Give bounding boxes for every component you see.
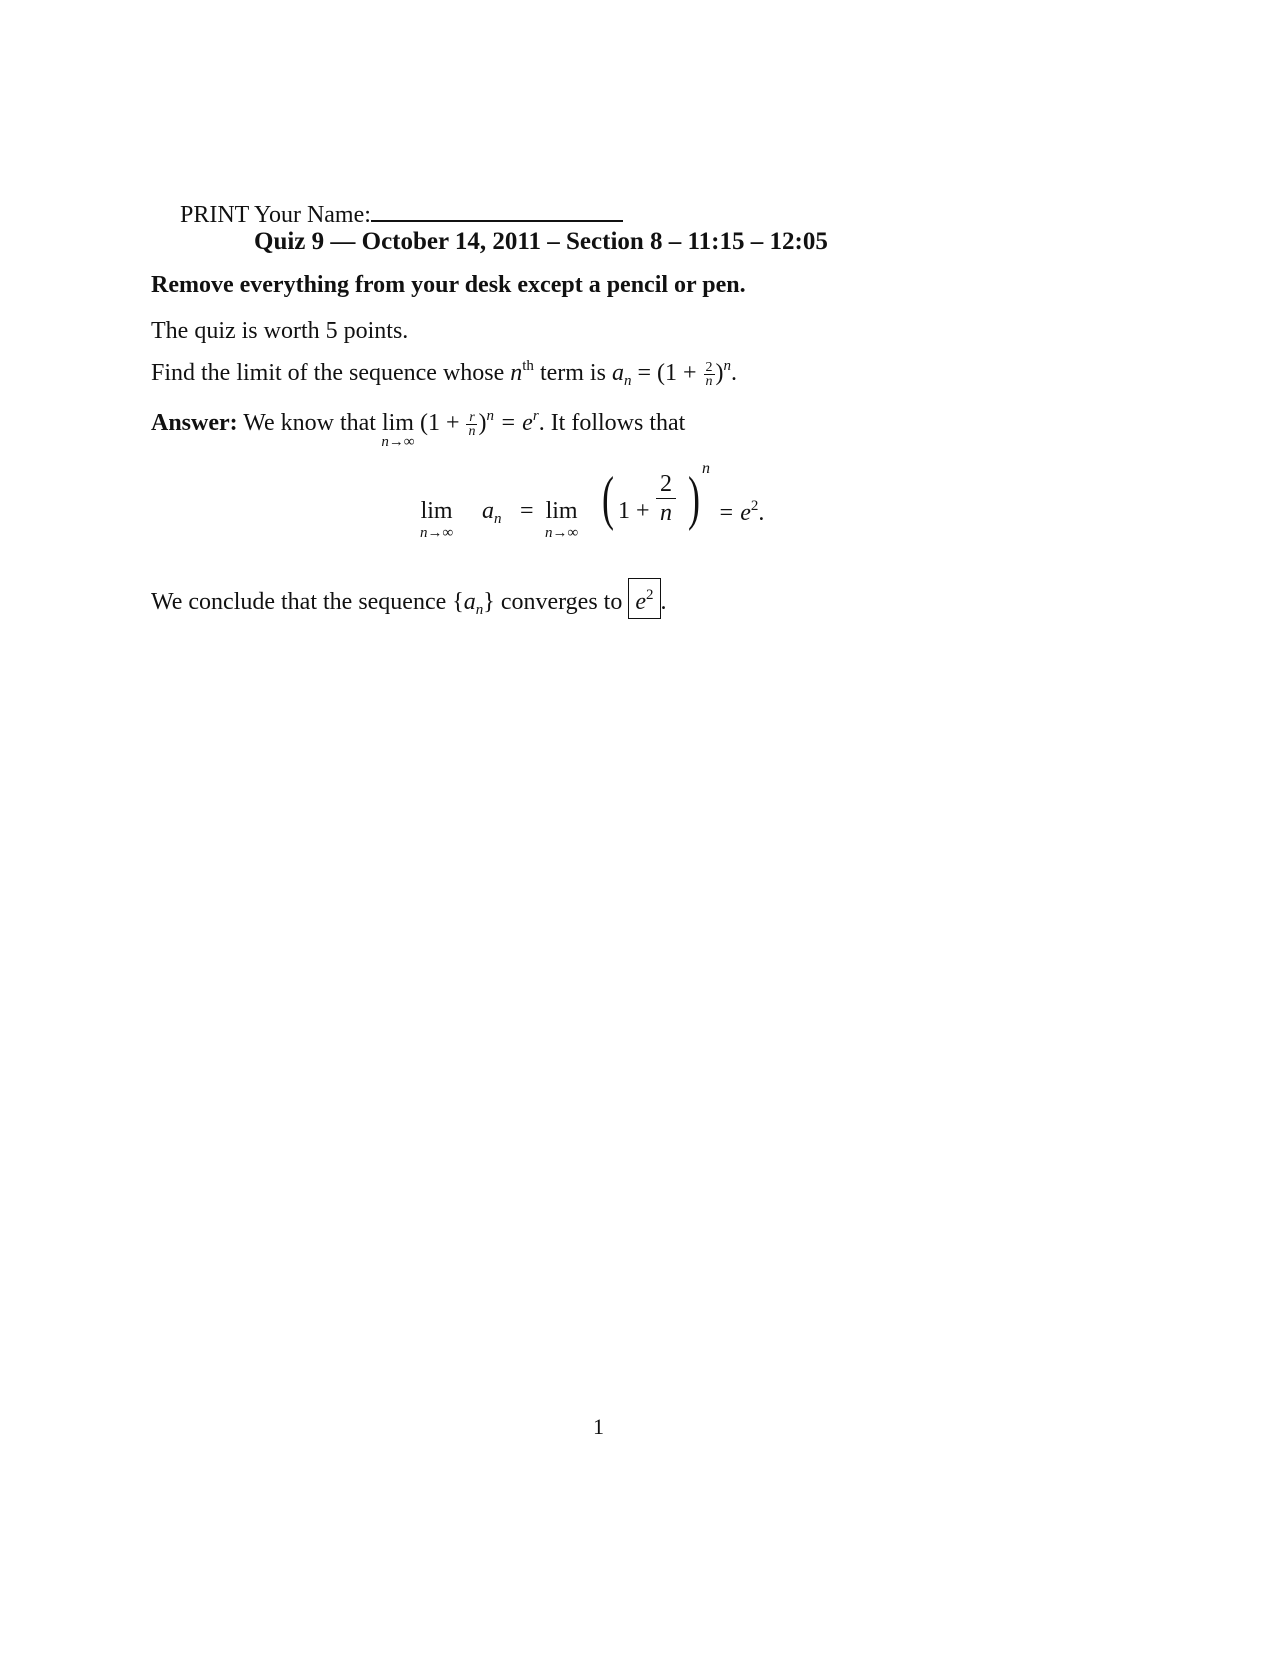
answer-lim: lim — [381, 410, 414, 436]
problem-frac-den: n — [705, 373, 713, 389]
display-period: . — [758, 500, 765, 526]
boxed-answer — [628, 578, 660, 619]
conclusion-mid: } converges to — [483, 589, 629, 615]
problem-an: a — [611, 360, 624, 386]
name-blank[interactable] — [371, 198, 623, 222]
answer-eq: = e — [493, 410, 533, 436]
problem-an-sub: n — [623, 373, 632, 389]
problem-mid: term is — [533, 360, 612, 386]
answer-lim-under: n→∞ — [381, 434, 415, 450]
boxed-exp: 2 — [646, 587, 654, 603]
display-lim2: lim — [545, 498, 578, 524]
answer-e-exp: r — [532, 408, 539, 424]
answer-lead: We know that — [237, 410, 382, 436]
problem-n: n — [510, 360, 523, 386]
answer-open: (1 + — [413, 410, 466, 436]
instruction-remove: Remove everything from your desk except a pencil or pen. — [151, 272, 746, 298]
display-a-n — [482, 498, 502, 528]
conclusion-statement — [151, 578, 667, 619]
answer-close: ) — [478, 410, 487, 436]
conclusion-a-sub: n — [475, 602, 484, 618]
display-left-paren: ( — [601, 465, 614, 531]
boxed-e: e — [635, 589, 646, 615]
display-lim1: lim — [420, 498, 453, 524]
display-a: a — [482, 498, 494, 524]
problem-fraction — [704, 361, 715, 388]
problem-eq: = (1 + — [631, 360, 703, 386]
problem-close: ) — [715, 360, 724, 386]
quiz-title: Quiz 9 — October 14, 2011 – Section 8 – 11:15 – 12:05 — [254, 228, 828, 255]
answer-frac-den: n — [468, 423, 476, 439]
problem-lead: Find the limit of the sequence whose — [151, 360, 511, 386]
display-right-paren: ) — [687, 465, 700, 531]
conclusion-period: . — [660, 589, 667, 615]
answer-statement — [151, 408, 686, 450]
problem-exp: n — [723, 358, 731, 374]
display-exp: n — [702, 460, 710, 477]
conclusion-lead: We conclude that the sequence { — [151, 589, 464, 615]
display-lim2-under: n→∞ — [545, 525, 579, 541]
answer-exp: n — [486, 408, 494, 424]
answer-limit — [381, 410, 415, 450]
display-result-exp: 2 — [750, 498, 759, 514]
display-result-e: = e — [718, 500, 751, 526]
answer-tail: . It follows that — [538, 410, 686, 436]
name-label: PRINT Your Name: — [180, 202, 371, 228]
conclusion-a: a — [463, 589, 476, 615]
problem-th: th — [522, 358, 534, 374]
problem-frac-num: 2 — [705, 359, 713, 375]
page-number: 1 — [593, 1414, 604, 1439]
display-result — [718, 498, 764, 527]
display-one-plus: 1 + — [618, 498, 650, 524]
display-lim-2 — [545, 498, 578, 542]
instruction-worth: The quiz is worth 5 points. — [151, 318, 409, 344]
display-fraction — [656, 470, 676, 527]
display-frac-den: n — [660, 500, 672, 526]
display-frac-num: 2 — [656, 470, 676, 499]
display-equals-1: = — [520, 498, 534, 524]
answer-fraction — [466, 411, 477, 438]
answer-frac-num: r — [466, 411, 477, 425]
display-a-sub: n — [494, 511, 502, 527]
name-field-line — [180, 198, 623, 229]
problem-period: . — [731, 360, 737, 386]
display-lim1-under: n→∞ — [420, 525, 454, 541]
answer-label: Answer: — [151, 410, 238, 436]
display-lim-1 — [420, 498, 453, 542]
problem-statement — [151, 358, 737, 390]
